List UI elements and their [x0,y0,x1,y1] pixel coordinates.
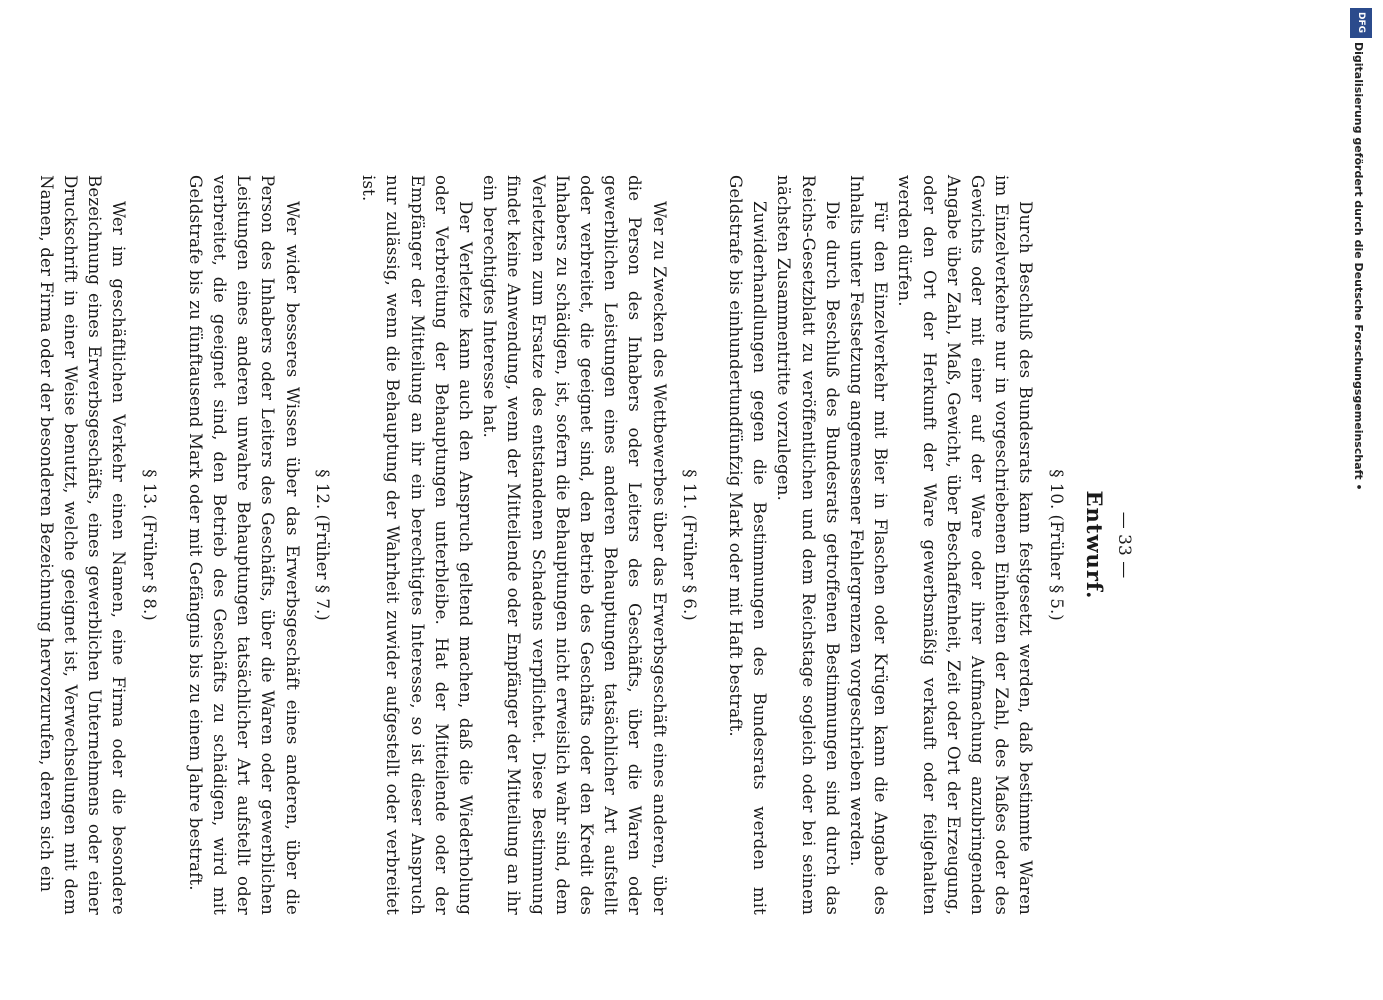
page-number: — 33 — [1114,511,1134,579]
rotated-page-content [36,175,1238,915]
section-heading: § 10. (Früher § 5.) [1046,469,1066,621]
section-heading: § 12. (Früher § 7.) [312,469,332,621]
section-heading: § 13. (Früher § 8.) [139,469,159,621]
dfg-logo: DFG [1350,8,1372,38]
section [723,175,1068,915]
section [34,175,161,915]
section-paragraph: Die durch Beschluß des Bundesrats getroffenen Bestimmungen sind durch das Reichs-Gesetzblatt zu veröffentlichen und dem Reichstage sogleich oder bei seinem nächsten Zusammentritte vorzulegen. [774,175,842,915]
section [183,175,334,915]
page-body [36,175,1238,915]
page-title: Entwurf. [1081,490,1107,600]
credit-text: Digitalisierung gefördert durch die Deutsche Forschungsgemeinschaft • [1352,42,1365,491]
section [356,175,701,915]
section-paragraph: Für den Einzelverkehr mit Bier in Flaschen oder Krügen kann die Angabe des Inhalts unter Festsetzung angemessener Fehlergrenzen vorgeschrieben werden. [846,175,891,915]
digitization-credit [1350,8,1380,988]
section-paragraph: Wer wider besseres Wissen über das Erwerbsgeschäft eines anderen, über die Person des Inhabers oder Leiters des Geschäfts, über die Waren oder gewerblichen Leistungen eines anderen unwahre Behauptungen tatsächlicher Art aufstellt oder verbreitet, die geeignet sind, den Betrieb des Geschäfts zu schädigen, wird mit Geldstrafe bis zu fünftausend Mark oder mit Gefängnis bis zu einem Jahre bestraft. [185,175,302,915]
section-paragraph: Zuwiderhandlungen gegen die Bestimmungen des Bundesrats werden mit Geldstrafe bis einhundertundfünfzig Mark oder mit Haft bestraft. [725,175,770,915]
section-paragraph: Wer zu Zwecken des Wettbewerbes über das Erwerbsgeschäft eines anderen, über die Person des Inhabers oder Leiters des Geschäfts, über die Waren oder gewerblichen Leistungen eines anderen Behauptungen tatsächlicher Art aufstellt oder verbreitet, die geeignet sind, den Betrieb des Geschäfts oder den Kredit des Inhabers zu schädigen, ist, sofern die Behauptungen nicht erweislich wahr sind, dem Verletzten zum Ersatze des entstandenen Schadens verpflichtet. Diese Bestimmung findet keine Anwendung, wenn der Mitteilende oder Empfänger der Mitteilung an ihr ein berechtigtes Interesse hat. [480,175,669,915]
section-heading: § 11. (Früher § 6.) [679,469,699,621]
section-paragraph: Der Verletzte kann auch den Anspruch geltend machen, daß die Wiederholung oder Verbreitung der Behauptungen unterbleibe. Hat der Mitteilende oder der Empfänger der Mitteilung an ihr ein berechtigtes Interesse, so ist dieser Anspruch nur zulässig, wenn die Behauptung der Wahrheit zuwider aufgestellt oder verbreitet ist. [359,175,475,915]
section-paragraph: Wer im geschäftlichen Verkehr einen Namen, eine Firma oder die besondere Bezeichnung eines Erwerbsgeschäfts, eines gewerblichen Unternehmens oder einer Druckschrift in einer Weise benutzt, welche geeignet ist, Verwechselungen mit dem Namen, der Firma oder der besonderen Bezeichnung hervorzurufen, deren sich ein [36,175,129,915]
section-paragraph: Durch Beschluß des Bundesrats kann festgesetzt werden, daß bestimmte Waren im Einzelverkehre nur in vorgeschriebenen Einheiten der Zahl, des Maßes oder des Gewichts oder mit einer auf der Ware oder ihrer Aufmachung anzubringenden Angabe über Zahl, Maß, Gewicht, über Beschaffenheit, Zeit oder Ort der Erzeugung, oder den Ort der Herkunft der Ware gewerbsmäßig verkauft oder feilgehalten werden dürfen. [895,175,1036,915]
